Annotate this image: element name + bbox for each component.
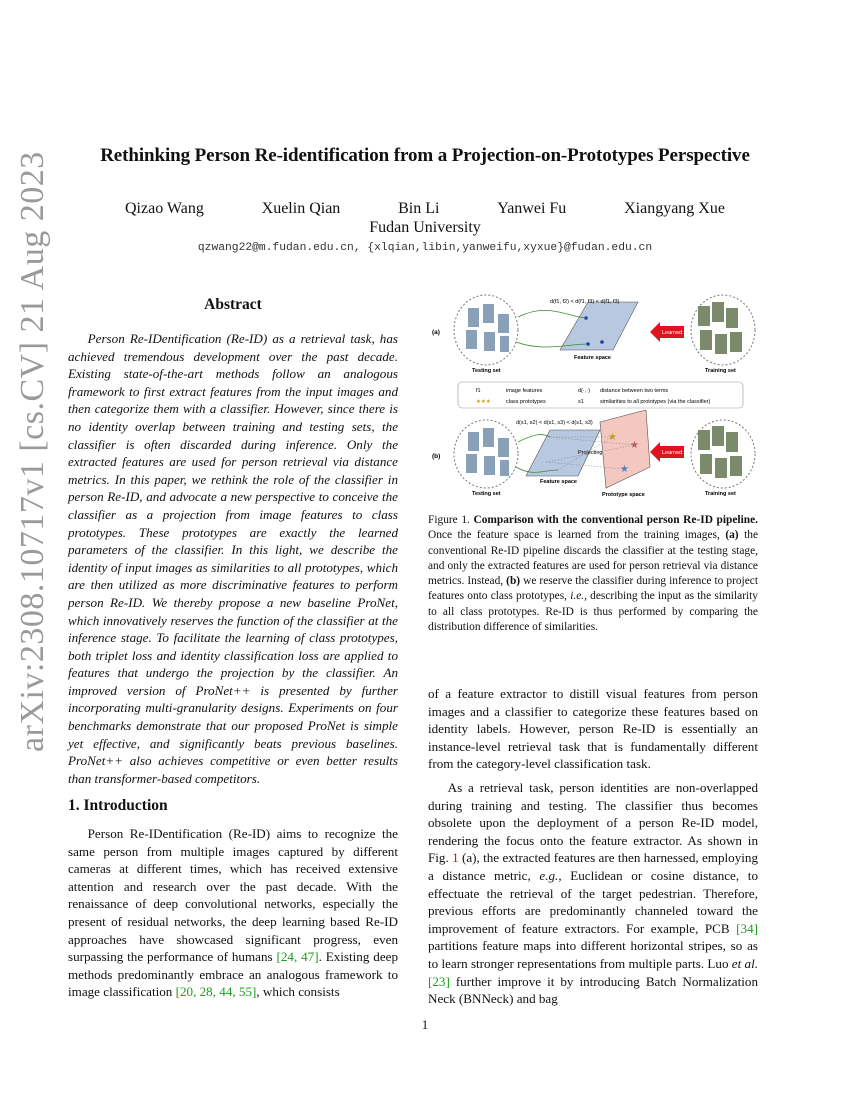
feature-space-label: Feature space: [574, 355, 611, 361]
arxiv-stamp: arXiv:2308.10717v1 [cs.CV] 21 Aug 2023: [14, 151, 51, 752]
legend-text: image features: [506, 388, 543, 394]
training-set-label: Training set: [705, 491, 736, 497]
projecting-label: Projecting: [578, 450, 603, 456]
learned-space-label: Learned space: [662, 330, 699, 336]
legend-symbol: d(·,·): [578, 388, 590, 394]
testing-set-label: Testing set: [472, 491, 501, 497]
intro-text: et al.: [731, 955, 758, 971]
intro-text: , which consists: [256, 984, 340, 1000]
intro-paragraph: [68, 825, 398, 1001]
figure-panel-label: (b): [432, 453, 441, 460]
introduction-left-column: [68, 825, 398, 1001]
caption-text: we reserve the classifier during inference to project features onto class prototypes,: [428, 575, 759, 603]
citation-link[interactable]: [24, 47]: [276, 949, 319, 965]
section-heading-introduction: 1. Introduction: [68, 797, 168, 814]
citation-link[interactable]: [20, 28, 44, 55]: [175, 984, 257, 1000]
legend-text: distance between two terms: [600, 388, 669, 394]
author-name: Qizao Wang: [125, 200, 204, 217]
caption-tag: (a): [725, 529, 739, 542]
author-name: Yanwei Fu: [497, 200, 567, 217]
caption-text: the conventional Re-ID pipeline discards the classifier at the testing stage, and only the extracted features are used for person retrieval via distance metrics. Instead,: [428, 529, 758, 588]
learned-space-label: Learned space: [662, 450, 699, 456]
figure-ref-link[interactable]: 1: [452, 850, 459, 866]
intro-paragraph: [428, 779, 758, 1008]
inequality-a: d(f1, f2) < d(f1, f3) < d(f1, f3): [550, 299, 620, 305]
person-images: [466, 428, 509, 476]
feature-space-plane: [560, 302, 638, 350]
figure-1: [428, 292, 758, 502]
author-list: [125, 200, 725, 218]
person-images: [466, 304, 509, 352]
caption-text: Once the feature space is learned from the training images,: [428, 529, 726, 542]
star-icon: ★★★: [476, 399, 491, 405]
connector-curve: [518, 310, 586, 318]
intro-text: , Euclidean or cosine distance, to effectuate the retrieval of the target pedestrian. Therefore, previous efforts are predominantly channeled toward the improvement of feature extractors. For example, PCB: [428, 867, 758, 936]
intro-text: (a), the extracted features are then harnessed, employing a distance metric,: [428, 850, 759, 883]
legend-symbol: f1: [476, 388, 481, 394]
caption-text: i.e.: [570, 590, 585, 603]
person-images: [698, 302, 742, 354]
person-images: [698, 426, 742, 478]
author-name: Xiangyang Xue: [624, 200, 725, 217]
intro-text: further improve it by introducing Batch Normalization Neck (BNNeck) and bag: [428, 973, 758, 1007]
intro-text: e.g.: [539, 867, 559, 883]
star-icon: ★: [608, 432, 617, 443]
inequality-b: d(s1, s2) < d(s1, s3) < d(s1, s3): [516, 420, 593, 426]
intro-text: . Existing deep methods predominantly embrace an analogous framework to image classification: [68, 949, 398, 1000]
page-number: 1: [421, 1017, 429, 1032]
training-set-label: Training set: [705, 368, 736, 374]
author-name: Xuelin Qian: [261, 200, 341, 217]
feature-space-label: Feature space: [540, 479, 577, 485]
legend-text: similarities to all prototypes (via the classifier): [600, 399, 711, 405]
intro-text: partitions feature maps into different horizontal stripes, so as to learn stronger representations from multiple parts. Luo: [428, 938, 758, 971]
star-icon: ★: [630, 440, 639, 451]
intro-text: As a retrieval task, person identities are non-overlapped during training and testing. The classifier thus becomes obsolete upon the deployment of a person Re-ID model, rendering the focus onto the feature extractor. As shown in Fig.: [428, 779, 758, 866]
caption-text: , describing the input as the similarity to all class prototypes. Re-ID is thus performed by comparing the distribution difference of similarities.: [428, 590, 759, 634]
intro-text: Person Re-IDentification (Re-ID) aims to recognize the same person from multiple images captured by different cameras at different times, which has received extensive attention and research over the past decade. With the renaissance of deep convolutional networks, especially the present of residual networks, the deep learning based Re-ID approaches have showcased significant progress, even surpassing the performance of humans: [68, 826, 398, 965]
caption-label: Figure 1.: [428, 514, 470, 526]
caption-tag: (b): [506, 575, 521, 588]
figure-1-diagram: [428, 292, 758, 502]
abstract-body: [68, 330, 398, 787]
affiliation: Fudan University: [369, 219, 481, 236]
introduction-right-column: [428, 685, 758, 1008]
intro-paragraph: of a feature extractor to distill visual features from person images and a classifier to categorize these features based on identity labels. However, person Re-ID is essentially an instance-level retrieval task that is fundamentally different from the category-level classification task.: [428, 686, 758, 772]
legend-text: class prototypes: [506, 399, 546, 405]
prototype-space-label: Prototype space: [602, 492, 645, 498]
abstract-paragraph: Person Re-IDentification (Re-ID) as a retrieval task, has achieved tremendous development over the past decade. Existing state-of-the-art methods follow an analogous framework to first extract features from the input images and then categorize them with a classifier. However, since there is no identity overlap between training and testing sets, the classifier is often discarded during inference. Only the extracted features are used for person retrieval via distance metrics. In this paper, we rethink the role of the classifier in person Re-ID, and advocate a new perspective to conceive the classifier as a projection from image features to class prototypes. These prototypes are exactly the learned parameters of the classifier. In this light, we describe the identity of input images as similarities to all prototypes, which are then utilized as more discriminative features to perform person Re-ID. We thereby propose a new baseline ProNet, which innovatively reserves the function of the classifier at the inference stage. To facilitate the learning of class prototypes, both triplet loss and identity classification loss are applied to features that undergo the projection by the classifier. An improved version of ProNet++ is presented by further incorporating multi-granularity designs. Experiments on four benchmarks demonstrate that our proposed ProNet is simple yet effective, and significantly beats previous baselines. ProNet++ also achieves competitive or even better results than transformer-based competitors.: [68, 331, 398, 786]
author-name: Bin Li: [398, 200, 440, 217]
testing-set-label: Testing set: [472, 368, 501, 374]
legend-symbol: s1: [578, 399, 584, 405]
citation-link[interactable]: [34]: [736, 920, 758, 936]
citation-link[interactable]: [23]: [428, 973, 450, 989]
figure-1-caption: [428, 513, 758, 635]
caption-title: Comparison with the conventional person Re-ID pipeline.: [473, 514, 758, 526]
abstract-heading: Abstract: [204, 296, 262, 313]
prototype-space-plane: [600, 410, 650, 488]
paper-title: Rethinking Person Re-identification from a Projection-on-Prototypes Perspective: [100, 145, 750, 166]
figure-panel-label: (a): [432, 329, 440, 336]
author-emails: qzwang22@m.fudan.edu.cn, {xlqian,libin,yanweifu,xyxue}@fudan.edu.cn: [197, 242, 653, 254]
feature-point: [600, 340, 604, 344]
star-icon: ★: [620, 464, 629, 475]
